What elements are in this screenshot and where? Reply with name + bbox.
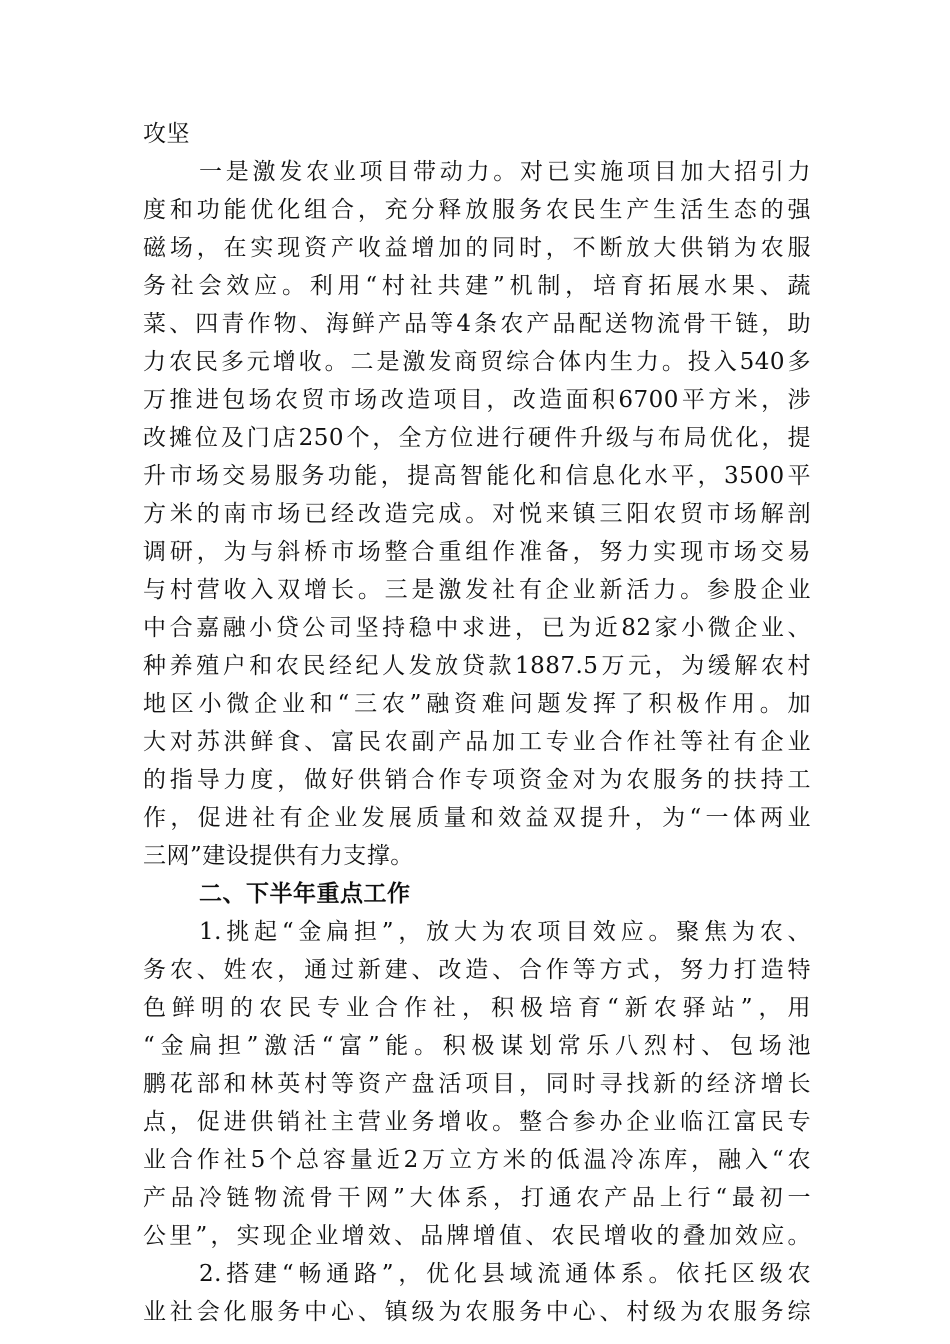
text-line: 业社会化服务中心、镇级为农服务中心、村级为农服务综 xyxy=(143,1299,811,1325)
paragraph-first-line: 2.搭建“畅通路”，优化县域流通体系。依托区级农 xyxy=(199,1261,811,1287)
text-line: “金扁担”激活“富”能。积极谋划常乐八烈村、包场池 xyxy=(143,1033,811,1059)
text-line: 中合嘉融小贷公司坚持稳中求进，已为近82家小微企业、 xyxy=(143,615,811,641)
text-line: 升市场交易服务功能，提高智能化和信息化水平，3500平 xyxy=(143,463,811,489)
text-line: 菜、四青作物、海鲜产品等4条农产品配送物流骨干链，助 xyxy=(143,311,811,337)
paragraph-first-line: 一是激发农业项目带动力。对已实施项目加大招引力 xyxy=(199,159,811,185)
text-line: 磁场，在实现资产收益增加的同时，不断放大供销为农服 xyxy=(143,235,811,261)
text-line: 的指导力度，做好供销合作专项资金对为农服务的扶持工 xyxy=(143,767,811,793)
text-line: 务农、姓农，通过新建、改造、合作等方式，努力打造特 xyxy=(143,957,811,983)
text-line: 调研，为与斜桥市场整合重组作准备，努力实现市场交易 xyxy=(143,539,811,565)
text-line: 大对苏洪鲜食、富民农副产品加工专业合作社等社有企业 xyxy=(143,729,811,755)
text-line: 色鲜明的农民专业合作社，积极培育“新农驿站”，用 xyxy=(143,995,811,1021)
section-heading: 二、下半年重点工作 xyxy=(199,881,411,907)
text-line: 作，促进社有企业发展质量和效益双提升，为“一体两业 xyxy=(143,805,811,831)
text-line: 三网”建设提供有力支撑。 xyxy=(143,843,414,869)
text-line: 产品冷链物流骨干网”大体系，打通农产品上行“最初一 xyxy=(143,1185,811,1211)
text-line: 度和功能优化组合，充分释放服务农民生产生活生态的强 xyxy=(143,197,811,223)
text-line: 种养殖户和农民经纪人发放贷款1887.5万元，为缓解农村 xyxy=(143,653,811,679)
text-line: 点，促进供销社主营业务增收。整合参办企业临江富民专 xyxy=(143,1109,811,1135)
text-line: 与村营收入双增长。三是激发社有企业新活力。参股企业 xyxy=(143,577,811,603)
document-body xyxy=(143,115,811,1331)
text-line: 鹏花部和林英村等资产盘活项目，同时寻找新的经济增长 xyxy=(143,1071,811,1097)
paragraph-first-line: 1.挑起“金扁担”，放大为农项目效应。聚焦为农、 xyxy=(199,919,811,945)
text-line: 万推进包场农贸市场改造项目，改造面积6700平方米，涉 xyxy=(143,387,811,413)
text-line: 业合作社5个总容量近2万立方米的低温冷冻库，融入“农 xyxy=(143,1147,811,1173)
text-line: 方米的南市场已经改造完成。对悦来镇三阳农贸市场解剖 xyxy=(143,501,811,527)
text-line: 务社会效应。利用“村社共建”机制，培育拓展水果、蔬 xyxy=(143,273,811,299)
text-line: 改摊位及门店250个，全方位进行硬件升级与布局优化，提 xyxy=(143,425,811,451)
text-line: 力农民多元增收。二是激发商贸综合体内生力。投入540多 xyxy=(143,349,811,375)
text-line: 公里”，实现企业增效、品牌增值、农民增收的叠加效应。 xyxy=(143,1223,811,1249)
text-line: 攻坚 xyxy=(143,121,190,147)
text-line: 地区小微企业和“三农”融资难问题发挥了积极作用。加 xyxy=(143,691,811,717)
